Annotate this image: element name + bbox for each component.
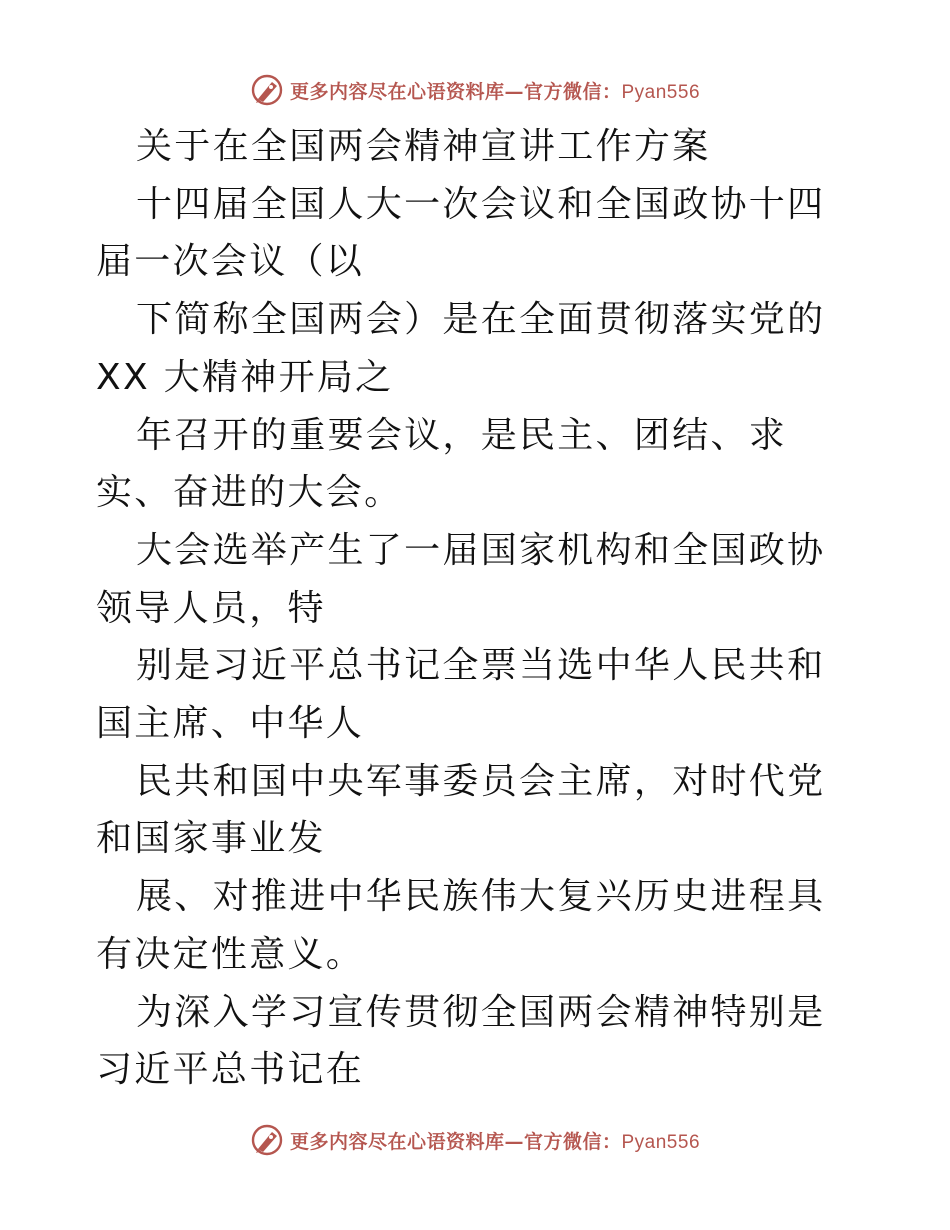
document-body [96, 118, 856, 1099]
watermark-handle: Pyan556 [621, 81, 701, 103]
watermark-text: 更多内容尽在心语资料库—官方微信：Pyan556 [289, 1130, 701, 1153]
paragraph: 十四届全国人大一次会议和全国政协十四届一次会议（以 [96, 183, 826, 283]
pen-nib-logo-icon [250, 73, 284, 107]
footer-watermark [0, 1120, 950, 1160]
header-watermark [0, 70, 950, 110]
pen-nib-logo-icon [250, 1123, 284, 1157]
watermark-handle: Pyan556 [621, 1131, 701, 1153]
paragraph: 展、对推进中华民族伟大复兴历史进程具有决定性意义。 [96, 876, 826, 975]
watermark-text: 更多内容尽在心语资料库—官方微信：Pyan556 [289, 80, 701, 103]
document-title: 关于在全国两会精神宣讲工作方案 [136, 126, 711, 167]
paragraph: 别是习近平总书记全票当选中华人民共和国主席、中华人 [96, 645, 826, 745]
paragraph: 民共和国中央军事委员会主席，对时代党和国家事业发 [96, 760, 826, 860]
paragraph: 下简称全国两会）是在全面贯彻落实党的 XX 大精神开局之 [96, 299, 826, 398]
paragraph: 为深入学习宣传贯彻全国两会精神特别是习近平总书记在 [96, 991, 826, 1091]
paragraph: 大会选举产生了一届国家机构和全国政协领导人员，特 [96, 529, 826, 629]
paragraph: 年召开的重要会议，是民主、团结、求实、奋进的大会。 [96, 414, 788, 514]
